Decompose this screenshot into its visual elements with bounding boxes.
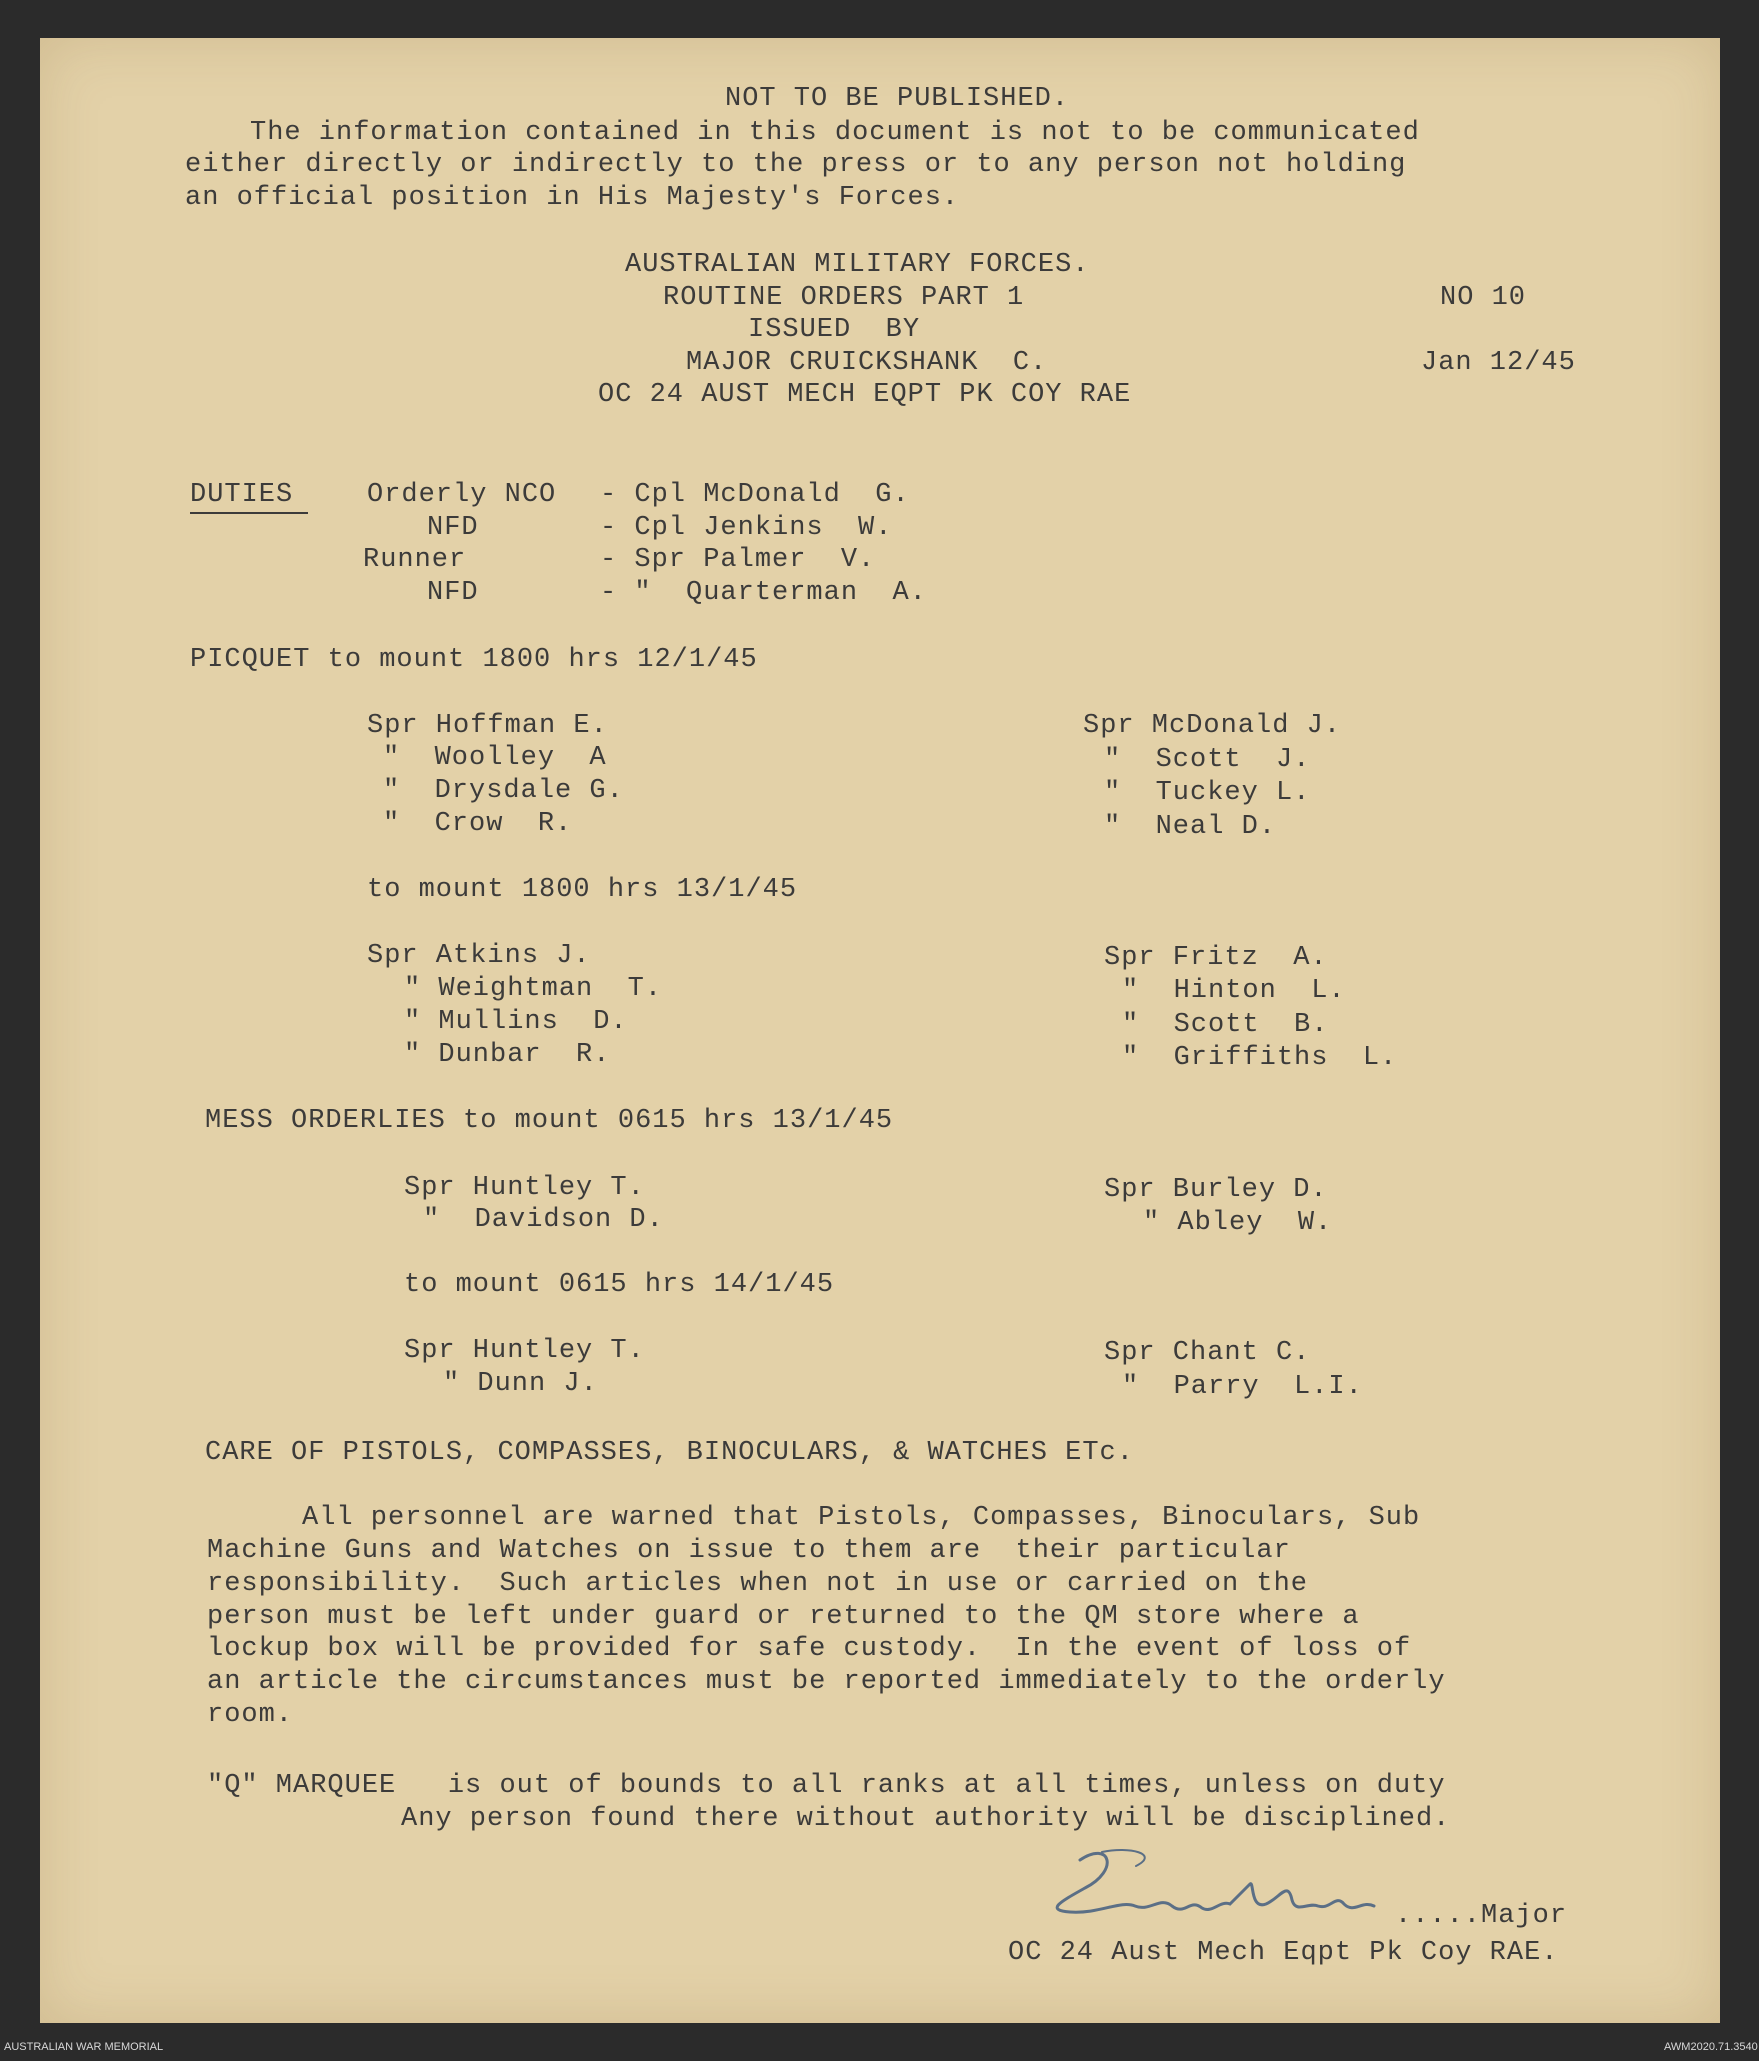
- mess-second-right-name: " Parry L.I.: [1122, 1372, 1363, 1402]
- picquet-second-left-name: " Dunbar R.: [404, 1040, 611, 1070]
- picquet-heading: PICQUET to mount 1800 hrs 12/1/45: [190, 645, 758, 675]
- header-issuer: MAJOR CRUICKSHANK C.: [686, 348, 1048, 378]
- duty-role: NFD: [427, 578, 479, 608]
- footer-source: AUSTRALIAN WAR MEMORIAL: [4, 2041, 164, 2053]
- notice-title: NOT TO BE PUBLISHED.: [725, 84, 1070, 114]
- duty-name: - Cpl McDonald G.: [600, 480, 910, 510]
- header-date: Jan 12/45: [1421, 348, 1576, 378]
- mess-left-name: " Davidson D.: [423, 1205, 664, 1235]
- duty-name: - " Quarterman A.: [600, 578, 927, 608]
- picquet-second-heading: to mount 1800 hrs 13/1/45: [367, 875, 798, 905]
- picquet-second-right-name: " Scott B.: [1122, 1010, 1329, 1040]
- care-line: lockup box will be provided for safe custody. In the event of loss of: [207, 1634, 1412, 1664]
- mess-second-heading: to mount 0615 hrs 14/1/45: [404, 1270, 835, 1300]
- care-line: person must be left under guard or returned to the QM store where a: [207, 1602, 1360, 1632]
- care-line: Machine Guns and Watches on issue to them are their particular: [207, 1536, 1291, 1566]
- picquet-second-left-name: " Weightman T.: [404, 974, 663, 1004]
- signoff-unit: OC 24 Aust Mech Eqpt Pk Coy RAE.: [1008, 1938, 1559, 1968]
- picquet-left-name: " Woolley A: [383, 743, 607, 773]
- duties-underline: [190, 512, 308, 514]
- header-doc-type: ROUTINE ORDERS PART 1: [663, 283, 1025, 313]
- header-number: NO 10: [1440, 283, 1527, 313]
- header-org: AUSTRALIAN MILITARY FORCES.: [625, 250, 1090, 280]
- mess-left-name: Spr Huntley T.: [404, 1173, 645, 1203]
- care-line: room.: [207, 1700, 294, 1730]
- header-unit: OC 24 AUST MECH EQPT PK COY RAE: [598, 380, 1132, 410]
- notice-line: either directly or indirectly to the press or to any person not holding: [185, 150, 1407, 180]
- care-line: responsibility. Such articles when not in use or carried on the: [207, 1569, 1308, 1599]
- marquee-line: Any person found there without authority will be disciplined.: [401, 1804, 1451, 1834]
- picquet-right-name: Spr McDonald J.: [1083, 711, 1342, 741]
- picquet-second-right-name: Spr Fritz A.: [1104, 943, 1328, 973]
- care-line: All personnel are warned that Pistols, Compasses, Binoculars, Sub: [302, 1503, 1421, 1533]
- marquee-line: "Q" MARQUEE is out of bounds to all ranks at all times, unless on duty: [207, 1771, 1446, 1801]
- picquet-right-name: " Scott J.: [1104, 745, 1311, 775]
- mess-heading: MESS ORDERLIES to mount 0615 hrs 13/1/45: [205, 1106, 894, 1136]
- mess-right-name: Spr Burley D.: [1104, 1175, 1328, 1205]
- picquet-left-name: " Crow R.: [383, 809, 573, 839]
- picquet-left-name: Spr Hoffman E.: [367, 711, 608, 741]
- notice-line: an official position in His Majesty's Forces.: [185, 183, 960, 213]
- duties-heading: DUTIES: [190, 480, 294, 510]
- mess-second-left-name: " Dunn J.: [443, 1369, 598, 1399]
- duty-role: Orderly NCO: [367, 480, 557, 510]
- mess-right-name: " Abley W.: [1143, 1208, 1333, 1238]
- picquet-left-name: " Drysdale G.: [383, 776, 624, 806]
- picquet-right-name: " Neal D.: [1104, 812, 1277, 842]
- duty-role: NFD: [427, 513, 479, 543]
- picquet-second-left-name: Spr Atkins J.: [367, 941, 591, 971]
- signoff-rank: .....Major: [1395, 1901, 1568, 1931]
- duty-name: - Cpl Jenkins W.: [600, 513, 893, 543]
- care-line: an article the circumstances must be reported immediately to the orderly: [207, 1667, 1446, 1697]
- picquet-right-name: " Tuckey L.: [1104, 778, 1311, 808]
- mess-second-left-name: Spr Huntley T.: [404, 1336, 645, 1366]
- mess-second-right-name: Spr Chant C.: [1104, 1338, 1311, 1368]
- header-issued-by: ISSUED BY: [748, 315, 921, 345]
- picquet-second-left-name: " Mullins D.: [404, 1007, 628, 1037]
- care-heading: CARE OF PISTOLS, COMPASSES, BINOCULARS, & WATCHES ETc.: [205, 1438, 1134, 1468]
- picquet-second-right-name: " Hinton L.: [1122, 976, 1346, 1006]
- notice-line: The information contained in this document is not to be communicated: [250, 118, 1420, 148]
- footer-accession: AWM2020.71.3540: [1664, 2041, 1758, 2053]
- picquet-second-right-name: " Griffiths L.: [1122, 1043, 1398, 1073]
- duty-name: - Spr Palmer V.: [600, 545, 876, 575]
- duty-role: Runner: [363, 545, 467, 575]
